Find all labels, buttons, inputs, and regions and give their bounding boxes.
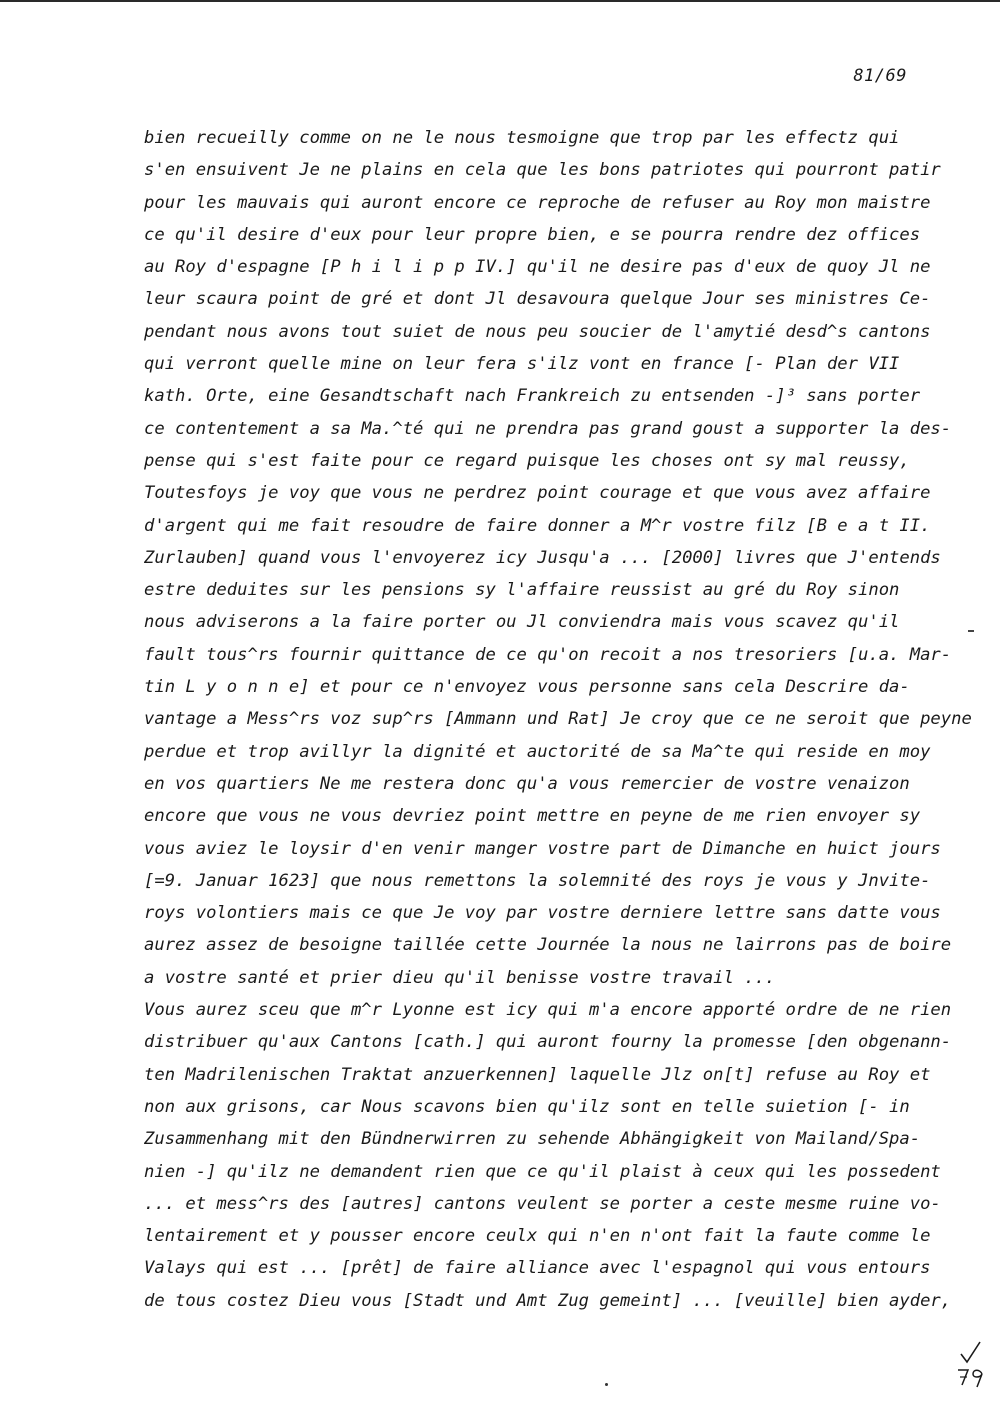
text-line: a vostre santé et prier dieu qu'il benisse vostre travail ... [144, 967, 776, 988]
text-line: vantage a Mess^rs voz sup^rs [Ammann und Rat] Je croy que ce ne seroit que peyne [144, 709, 972, 730]
text-line: Valays qui est ... [prêt] de faire alliance avec l'espagnol qui vous entours [144, 1258, 931, 1279]
text-line: ce contentement a sa Ma.^té qui ne prendra pas grand goust a supporter la des- [144, 418, 952, 439]
text-line: ... et mess^rs des [autres] cantons veulent se porter a ceste mesme ruine vo- [144, 1193, 941, 1214]
margin-tick [968, 630, 974, 632]
text-line: lentairement et y pousser encore ceulx qui n'en n'ont fait la faute comme le [144, 1226, 931, 1247]
text-line: pense qui s'est faite pour ce regard puisque les choses ont sy mal reussy, [144, 450, 910, 471]
top-border-line [0, 0, 1000, 2]
text-line: Zusammenhang mit den Bündnerwirren zu sehende Abhängigkeit von Mailand/Spa- [144, 1129, 921, 1150]
text-line: tin L y o n n e] et pour ce n'envoyez vous personne sans cela Descrire da- [144, 677, 910, 698]
text-line: non aux grisons, car Nous scavons bien qu'ilz sont en telle suietion [- in [144, 1096, 910, 1117]
text-line: Vous aurez sceu que m^r Lyonne est icy qui m'a encore apporté ordre de ne rien [144, 1000, 952, 1021]
text-line: fault tous^rs fournir quittance de ce qu'on recoit a nos tresoriers [u.a. Mar- [144, 644, 952, 665]
text-line: nous adviserons a la faire porter ou Jl conviendra mais vous scavez qu'il [144, 612, 900, 633]
text-line: perdue et trop avillyr la dignité et auctorité de sa Ma^te qui reside en moy [144, 741, 931, 762]
text-line: pendant nous avons tout suiet de nous peu soucier de l'amytié desd^s cantons [144, 321, 931, 342]
text-line: ce qu'il desire d'eux pour leur propre bien, e se pourra rendre dez offices [144, 224, 921, 245]
text-line: kath. Orte, eine Gesandtschaft nach Frankreich zu entsenden -]³ sans porter [144, 386, 921, 407]
page-number: 81/69 [853, 66, 907, 86]
text-line: distribuer qu'aux Cantons [cath.] qui auront fourny la promesse [den obgenann- [144, 1032, 952, 1053]
text-line: ten Madrilenischen Traktat anzuerkennen] laquelle Jlz on[t] refuse au Roy et [144, 1064, 931, 1085]
stray-dot [605, 1383, 608, 1386]
text-line: au Roy d'espagne [P h i l i p p IV.] qu'il ne desire pas d'eux de quoy Jl ne [144, 257, 931, 278]
text-line: roys volontiers mais ce que Je voy par vostre derniere lettre sans datte vous [144, 903, 941, 924]
text-line: nien -] qu'ilz ne demandent rien que ce qu'il plaist à ceux qui les possedent [144, 1161, 941, 1182]
text-line: aurez assez de besoigne taillée cette Journée la nous ne lairrons pas de boire [144, 935, 952, 956]
text-line: s'en ensuivent Je ne plains en cela que les bons patriotes qui pourront patir [144, 160, 941, 181]
text-line: de tous costez Dieu vous [Stadt und Amt Zug gemeint] ... [veuille] bien ayder, [144, 1290, 952, 1311]
text-line: estre deduites sur les pensions sy l'affaire reussist au gré du Roy sinon [144, 580, 900, 601]
text-line: pour les mauvais qui auront encore ce reproche de refuser au Roy mon maistre [144, 192, 931, 213]
text-line: bien recueilly comme on ne le nous tesmoigne que trop par les effectz qui [144, 128, 900, 148]
text-line: leur scaura point de gré et dont Jl desavoura quelque Jour ses ministres Ce- [144, 289, 931, 310]
handwritten-folio-number [955, 1366, 989, 1388]
text-line: encore que vous ne vous devriez point mettre en peyne de me rien envoyer sy [144, 806, 921, 827]
text-line: Toutesfoys je voy que vous ne perdrez point courage et que vous avez affaire [144, 483, 931, 504]
letter-body [144, 122, 972, 1317]
text-line: vous aviez le loysir d'en venir manger vostre part de Dimanche en huict jours [144, 838, 941, 859]
text-line: [=9. Januar 1623] que nous remettons la solemnité des roys je vous y Jnvite- [144, 870, 931, 891]
check-mark-icon [958, 1340, 984, 1366]
text-line: qui verront quelle mine on leur fera s'ilz vont en france [- Plan der VII [144, 354, 900, 375]
text-line: en vos quartiers Ne me restera donc qu'a vous remercier de vostre venaizon [144, 773, 910, 794]
text-line: Zurlauben] quand vous l'envoyerez icy Jusqu'a ... [2000] livres que J'entends [144, 547, 941, 568]
text-line: d'argent qui me fait resoudre de faire donner a M^r vostre filz [B e a t II. [144, 515, 931, 536]
